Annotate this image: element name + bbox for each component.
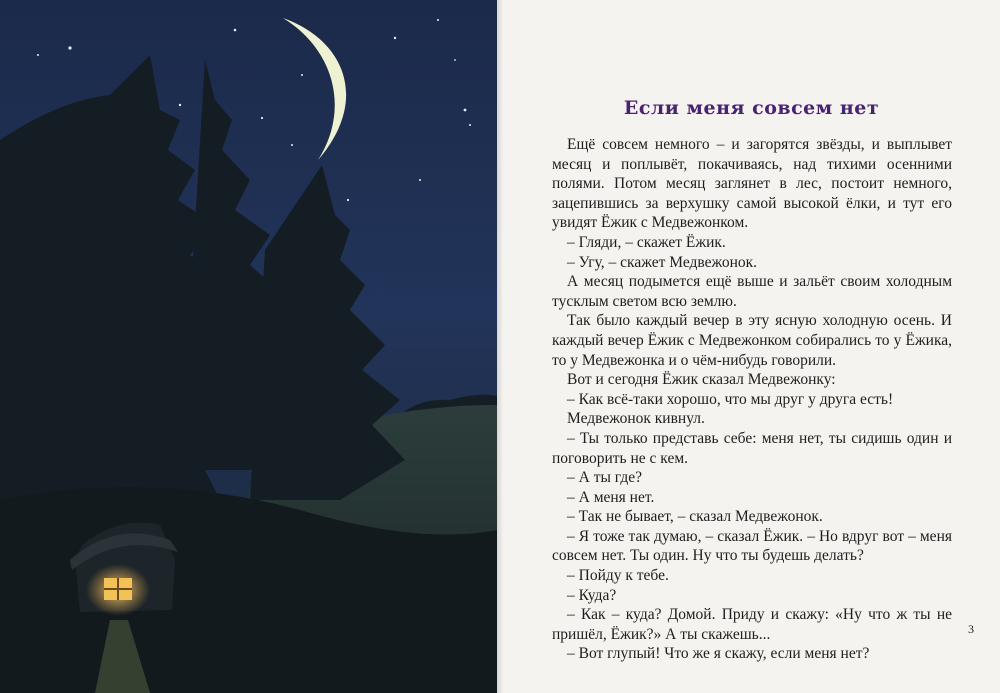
illustration-page xyxy=(0,0,497,693)
paragraph: – Как – куда? Домой. Приду и скажу: «Ну что ж ты не пришёл, Ёжик?» А ты скажешь... xyxy=(552,606,952,643)
text-page xyxy=(503,0,1000,693)
paragraph: – Куда? xyxy=(567,586,617,604)
paragraph: – Как всё-таки хорошо, что мы друг у друга есть! xyxy=(567,390,894,408)
paragraph: Ещё совсем немного – и загорятся звёзды, и выплывет месяц и поплывёт, покачиваясь, над тихими осенними полями. Потом месяц заглянет в лес, постоит немного, зацепившись за верхушку самой высокой ёлки, и тут его увидят Ёжик с Медвежонком. xyxy=(552,136,952,232)
chapter-title: Если меня совсем нет xyxy=(623,97,880,119)
paragraph: – Так не бывает, – сказал Медвежонок. xyxy=(567,508,823,526)
paragraph: – Гляди, – скажет Ёжик. xyxy=(567,233,726,251)
paragraph: А месяц подымется ещё выше и зальёт своим холодным тусклым светом всю землю. xyxy=(552,273,952,310)
page-number: 3 xyxy=(968,622,974,636)
paragraph: – Ты только представь себе: меня нет, ты сидишь один и поговорить не с кем. xyxy=(552,429,952,467)
paragraph: – Я тоже так думаю, – сказал Ёжик. – Но вдруг вот – меня совсем нет. Ты один. Ну что ты будешь делать? xyxy=(552,527,952,565)
paragraph: Так было каждый вечер в эту ясную холодную осень. И каждый вечер Ёжик с Медвежонком собирались то у Ёжика, то у Медвежонка и о чём-нибудь говорили. xyxy=(552,312,952,369)
paragraph: – Вот глупый! Что же я скажу, если меня нет? xyxy=(567,645,870,663)
paragraph: – А ты где? xyxy=(567,469,642,487)
chapter-text xyxy=(552,135,952,664)
paragraph: – Угу, – скажет Медвежонок. xyxy=(567,253,758,271)
paragraph: – А меня нет. xyxy=(567,488,655,506)
paragraph: Вот и сегодня Ёжик сказал Медвежонку: xyxy=(567,371,836,389)
paragraph: – Пойду к тебе. xyxy=(567,567,669,585)
paragraph: Медвежонок кивнул. xyxy=(567,410,705,428)
night-forest-illustration xyxy=(0,0,497,693)
